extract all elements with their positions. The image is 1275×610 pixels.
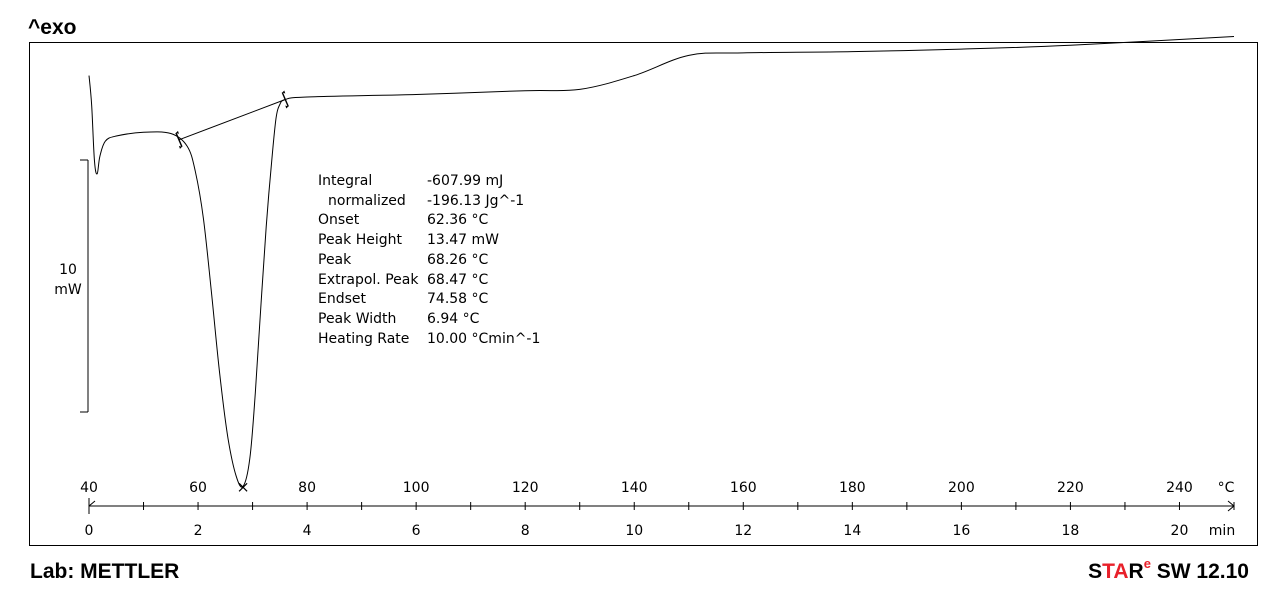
result-value: -607.99 mJ — [427, 173, 504, 189]
result-label: Peak — [318, 251, 352, 268]
result-value: 6.94 °C — [427, 310, 480, 327]
time-tick-label: 8 — [520, 523, 530, 539]
result-row — [318, 310, 540, 330]
result-row — [318, 211, 540, 231]
result-row — [318, 172, 540, 192]
temperature-tick-label: 120 — [511, 480, 539, 496]
result-row — [318, 251, 540, 271]
software-version-number: SW 12.10 — [1150, 560, 1249, 583]
exo-direction-label: ^exo — [28, 16, 77, 39]
result-value: 10.00 °Cmin^-1 — [427, 330, 541, 347]
result-row — [318, 330, 540, 350]
result-row — [318, 192, 540, 212]
temperature-tick-label: 60 — [189, 480, 207, 496]
time-tick-label: 14 — [843, 523, 862, 539]
temperature-tick-label: 140 — [620, 480, 648, 496]
time-tick-label: 20 — [1170, 523, 1189, 539]
time-tick-label: 18 — [1061, 523, 1080, 539]
temperature-tick-label: 180 — [838, 480, 866, 496]
software-prefix-s: S — [1088, 560, 1103, 583]
result-row — [318, 231, 540, 251]
time-tick-label: 12 — [734, 523, 753, 539]
result-row — [318, 290, 540, 310]
peak-marker — [239, 483, 247, 491]
temperature-tick-label: 100 — [402, 480, 430, 496]
time-tick-label: 16 — [952, 523, 971, 539]
limit-marker — [176, 133, 182, 147]
time-tick-label: 10 — [625, 523, 644, 539]
time-tick-label: 2 — [193, 523, 203, 539]
temperature-tick-label: 160 — [729, 480, 757, 496]
scale-bar-unit: mW — [54, 282, 82, 298]
result-label: Extrapol. Peak — [318, 271, 419, 288]
result-label: Integral — [318, 173, 373, 189]
lab-name: Lab: METTLER — [30, 560, 180, 583]
temperature-tick-label: 200 — [948, 480, 975, 496]
evaluation-results — [318, 172, 540, 349]
software-superscript: e — [1143, 556, 1151, 571]
software-ta: TA — [1102, 560, 1129, 583]
temperature-tick-label: 80 — [298, 480, 317, 496]
time-tick-label: 4 — [302, 523, 312, 539]
time-unit-label: min — [1208, 523, 1236, 539]
dsc-curve — [89, 37, 1234, 488]
software-version — [1088, 556, 1249, 584]
result-label: Heating Rate — [318, 330, 410, 347]
temperature-tick-label: 220 — [1057, 480, 1084, 496]
temperature-tick-label: 240 — [1166, 480, 1193, 496]
x-axis — [80, 480, 1235, 539]
integration-baseline — [179, 100, 285, 140]
result-label: Onset — [318, 212, 360, 229]
result-value: 62.36 °C — [427, 212, 489, 229]
result-value: 68.26 °C — [427, 251, 489, 268]
result-row — [318, 271, 540, 291]
temperature-unit-label: °C — [1217, 480, 1235, 496]
result-value: 68.47 °C — [427, 271, 489, 288]
result-value: 13.47 mW — [427, 232, 500, 249]
software-r: R — [1128, 560, 1144, 583]
curve-layer — [89, 37, 1234, 492]
scale-bar-value: 10 — [59, 262, 77, 278]
result-label: normalized — [328, 192, 406, 209]
result-value: 74.58 °C — [427, 291, 489, 308]
result-label: Peak Height — [318, 232, 402, 249]
result-label: Peak Width — [318, 310, 397, 327]
temperature-tick-label: 40 — [80, 480, 98, 496]
time-tick-label: 0 — [84, 523, 94, 539]
limit-marker — [282, 93, 288, 107]
time-tick-label: 6 — [411, 523, 421, 539]
result-value: -196.13 Jg^-1 — [427, 192, 525, 209]
result-label: Endset — [318, 291, 367, 308]
